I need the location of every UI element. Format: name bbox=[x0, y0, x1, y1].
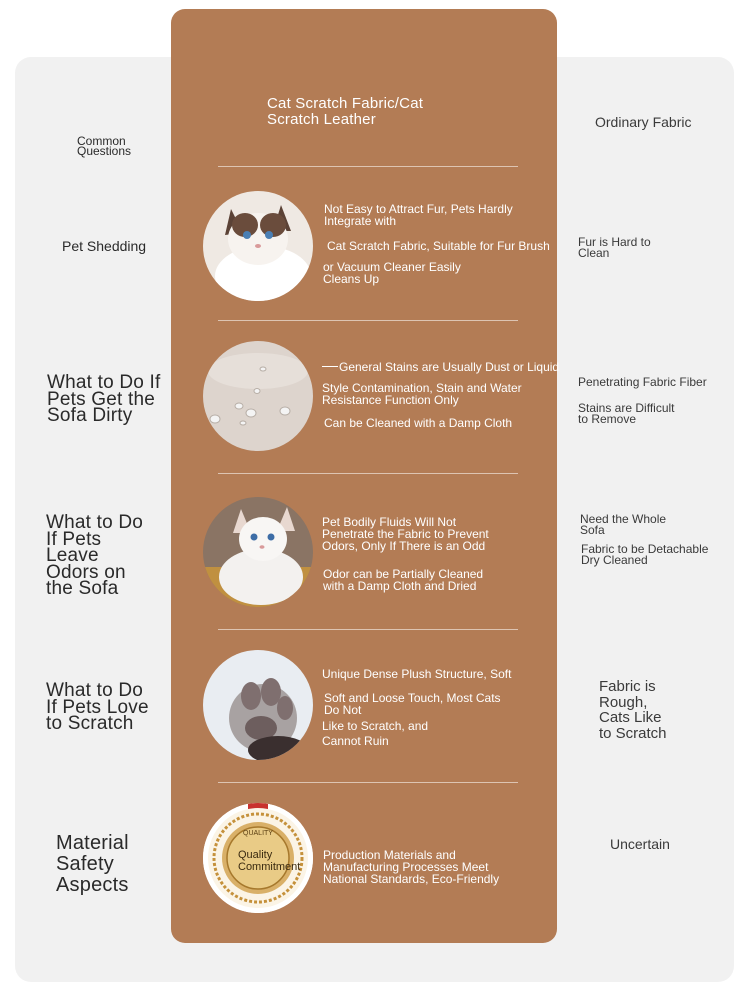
row-divider bbox=[218, 320, 518, 321]
ordinary-text: Fabric is Rough, Cats Like to Scratch bbox=[599, 678, 667, 742]
badge-top-text: QUALITY bbox=[243, 830, 273, 837]
row-divider bbox=[218, 782, 518, 783]
cat-scratch-fabric-header: Cat Scratch Fabric/Cat Scratch Leather bbox=[267, 95, 424, 128]
ordinary-text: Need the Whole Sofa bbox=[580, 512, 667, 537]
center-text: Soft and Loose Touch, Most Cats Do Not bbox=[324, 691, 501, 717]
common-questions-header: Common Questions bbox=[77, 134, 132, 158]
question-pet-shedding: Pet Shedding bbox=[62, 238, 147, 254]
ordinary-text: Stains are Difficult to Remove bbox=[578, 401, 675, 426]
badge-main-text: Quality Commitment bbox=[238, 849, 301, 873]
bullet-dash bbox=[322, 366, 338, 367]
question-material-safety: Material Safety Aspects bbox=[56, 832, 129, 896]
row-divider bbox=[218, 629, 518, 630]
ordinary-text: Fur is Hard to Clean bbox=[578, 235, 651, 260]
ordinary-text: Uncertain bbox=[610, 836, 670, 852]
row-divider bbox=[218, 166, 518, 167]
row-divider bbox=[218, 473, 518, 474]
center-text: Odor can be Partially Cleaned with a Damp Cloth and Dried bbox=[323, 567, 484, 593]
center-text: Cat Scratch Fabric, Suitable for Fur Brush bbox=[327, 239, 550, 253]
center-text: General Stains are Usually Dust or Liquid bbox=[339, 360, 560, 374]
ordinary-text: Penetrating Fabric Fiber bbox=[578, 375, 707, 389]
center-text: or Vacuum Cleaner Easily Cleans Up bbox=[323, 260, 461, 286]
center-text: Pet Bodily Fluids Will Not Penetrate the Fabric to Prevent Odors, Only If There is an Odd bbox=[322, 515, 489, 553]
white-cat-photo bbox=[203, 497, 313, 607]
question-odors: What to Do If Pets Leave Odors on the Sofa bbox=[46, 512, 144, 599]
cat-paw-photo bbox=[203, 650, 313, 760]
ordinary-fabric-header: Ordinary Fabric bbox=[595, 114, 692, 130]
center-text: Not Easy to Attract Fur, Pets Hardly Integrate with bbox=[324, 202, 513, 228]
water-droplets-photo bbox=[203, 341, 313, 451]
cat-scratch-fabric-column bbox=[171, 9, 560, 943]
ragdoll-cat-photo bbox=[203, 191, 313, 301]
question-sofa-dirty: What to Do If Pets Get the Sofa Dirty bbox=[47, 372, 161, 426]
center-text: Like to Scratch, and Cannot Ruin bbox=[322, 719, 429, 748]
center-text: Style Contamination, Stain and Water Resistance Function Only bbox=[322, 381, 522, 407]
ordinary-text: Fabric to be Detachable Dry Cleaned bbox=[581, 542, 709, 567]
center-text: Production Materials and Manufacturing Processes Meet National Standards, Eco-Friendly bbox=[323, 848, 500, 886]
center-text: Can be Cleaned with a Damp Cloth bbox=[324, 416, 513, 430]
center-text: Unique Dense Plush Structure, Soft bbox=[322, 667, 512, 681]
question-scratch: What to Do If Pets Love to Scratch bbox=[46, 680, 149, 734]
